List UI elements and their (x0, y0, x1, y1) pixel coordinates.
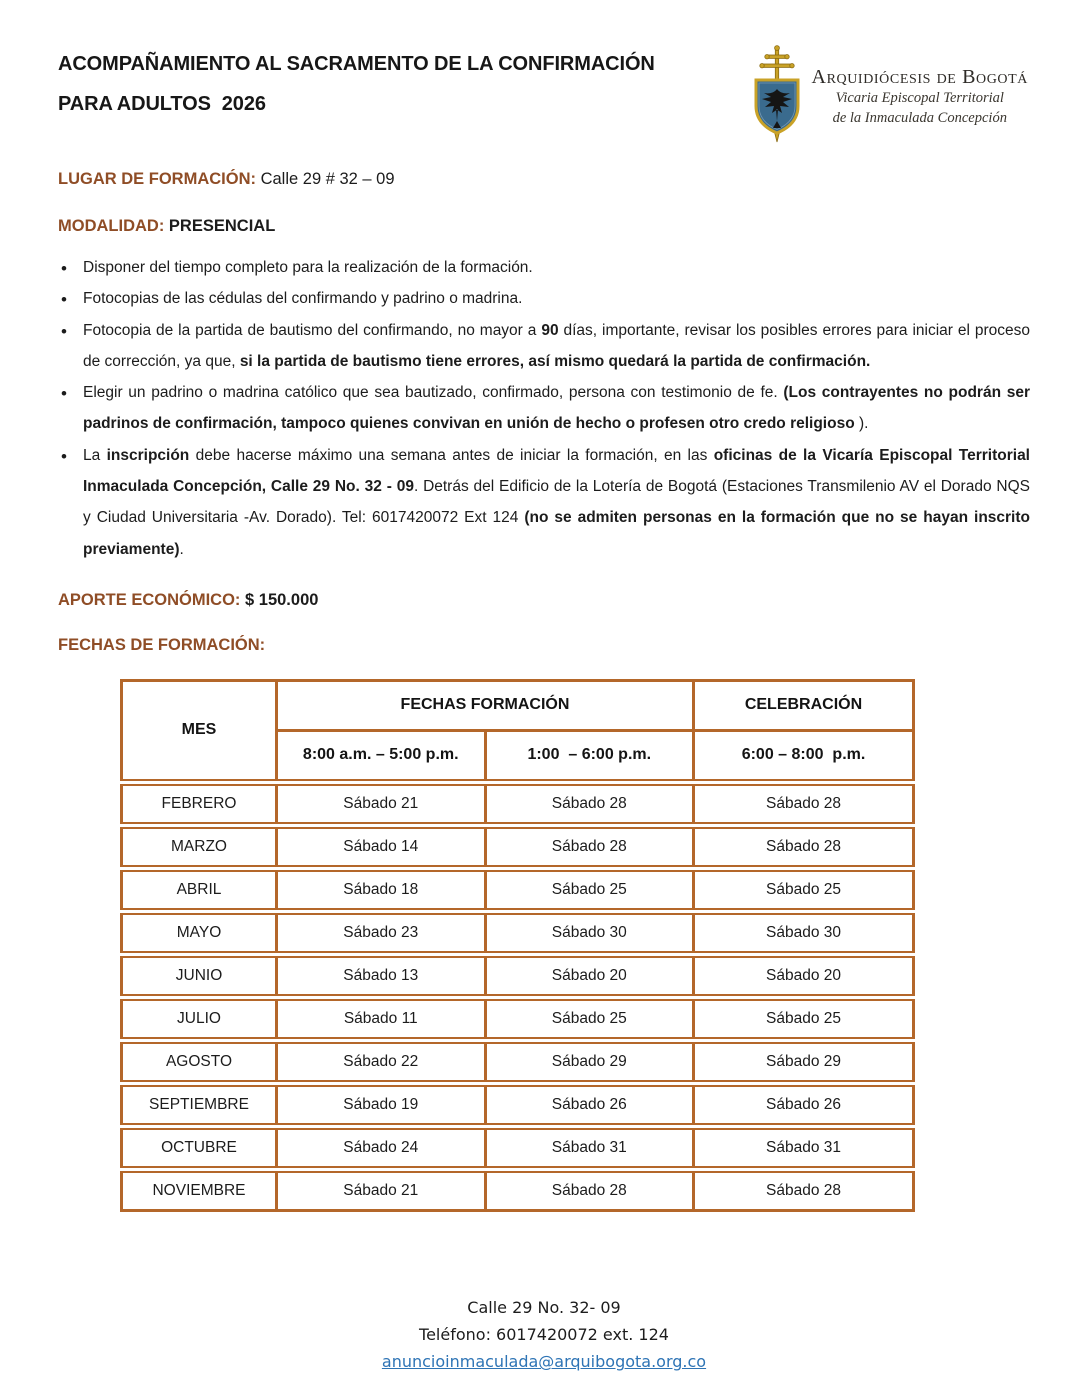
header-celebracion: CELEBRACIÓN (694, 680, 914, 730)
month-cell: JULIO (122, 997, 277, 1040)
header-time-3: 6:00 – 8:00 p.m. (694, 730, 914, 782)
document-footer (58, 1294, 1030, 1376)
date-cell: Sábado 14 (277, 825, 486, 868)
date-cell: Sábado 21 (277, 1169, 486, 1210)
footer-phone: Teléfono: 6017420072 ext. 124 (419, 1325, 669, 1345)
list-item: • La inscripción debe hacerse máximo una semana antes de iniciar la formación, en las oficinas de la Vicaría Episcopal Territorial Inmaculada Concepción, Calle 29 No. 32 - 09. Detrás del Edificio de la Lotería de Bogotá (Estaciones Transmilenio AV el Dorado NQS y Ciudad Universitaria -Av. Dorado). Tel: 6017420072 Ext 124 (no se admiten personas en la formación que no se hayan inscrito previamente). (58, 440, 1030, 565)
date-cell: Sábado 25 (694, 868, 914, 911)
header-mes: MES (122, 680, 277, 782)
field-modalidad (58, 217, 1030, 236)
table-row (122, 1169, 914, 1210)
arquidiocesis-logo (746, 44, 1028, 144)
header-time-1: 8:00 a.m. – 5:00 p.m. (277, 730, 486, 782)
field-fechas-label: FECHAS DE FORMACIÓN: (58, 635, 266, 654)
logo-text (812, 66, 1028, 128)
table-row (122, 1040, 914, 1083)
date-cell: Sábado 28 (694, 1169, 914, 1210)
date-cell: Sábado 31 (694, 1126, 914, 1169)
table-row (122, 868, 914, 911)
date-cell: Sábado 20 (694, 954, 914, 997)
header-time-2: 1:00 – 6:00 p.m. (485, 730, 694, 782)
table-row (122, 825, 914, 868)
date-cell: Sábado 20 (485, 954, 694, 997)
field-lugar-label: LUGAR DE FORMACIÓN: (58, 170, 256, 188)
field-aporte (58, 591, 1030, 610)
date-cell: Sábado 18 (277, 868, 486, 911)
document-header (58, 44, 1030, 144)
date-cell: Sábado 19 (277, 1083, 486, 1126)
date-cell: Sábado 25 (485, 997, 694, 1040)
date-cell: Sábado 25 (694, 997, 914, 1040)
field-aporte-value: $ 150.000 (245, 590, 319, 609)
date-cell: Sábado 25 (485, 868, 694, 911)
header-fechas-formacion: FECHAS FORMACIÓN (277, 680, 694, 730)
title-line-2: PARA ADULTOS 2026 (58, 93, 266, 115)
footer-address: Calle 29 No. 32- 09 (467, 1297, 621, 1317)
date-cell: Sábado 24 (277, 1126, 486, 1169)
footer-email-link[interactable]: anuncioinmaculada@arquibogota.org.co (381, 1352, 707, 1372)
field-modalidad-label: MODALIDAD: (58, 217, 165, 235)
month-cell: ABRIL (122, 868, 277, 911)
month-cell: SEPTIEMBRE (122, 1083, 277, 1126)
table-row (122, 997, 914, 1040)
list-item: • Elegir un padrino o madrina católico que sea bautizado, confirmado, persona con testimonio de fe. (Los contrayentes no podrán ser padrinos de confirmación, tampoco quienes convivan en unión de hecho o profesen otro credo religioso ). (58, 377, 1030, 440)
list-item: • Fotocopia de la partida de bautismo del confirmando, no mayor a 90 días, importante, revisar los posibles errores para iniciar el proceso de corrección, ya que, si la partida de bautismo tiene errores, así mismo quedará la partida de confirmación. (58, 315, 1030, 378)
table-row (122, 1083, 914, 1126)
date-cell: Sábado 28 (485, 825, 694, 868)
date-cell: Sábado 21 (277, 782, 486, 825)
date-cell: Sábado 11 (277, 997, 486, 1040)
month-cell: FEBRERO (122, 782, 277, 825)
field-fechas (58, 636, 1030, 655)
coat-of-arms-icon (746, 44, 808, 144)
date-cell: Sábado 28 (694, 782, 914, 825)
date-cell: Sábado 13 (277, 954, 486, 997)
title-line-1: ACOMPAÑAMIENTO AL SACRAMENTO DE LA CONFIRMACIÓN (58, 53, 655, 75)
date-cell: Sábado 28 (485, 782, 694, 825)
date-cell: Sábado 26 (485, 1083, 694, 1126)
date-cell: Sábado 28 (485, 1169, 694, 1210)
date-cell: Sábado 29 (485, 1040, 694, 1083)
logo-name: Arquidiócesis de Bogotá (811, 66, 1028, 88)
month-cell: MARZO (122, 825, 277, 868)
date-cell: Sábado 23 (277, 911, 486, 954)
date-cell: Sábado 29 (694, 1040, 914, 1083)
table-row (122, 1126, 914, 1169)
month-cell: MAYO (122, 911, 277, 954)
logo-subtitle-2: de la Inmaculada Concepción (832, 109, 1007, 126)
date-cell: Sábado 22 (277, 1040, 486, 1083)
list-item: • Disponer del tiempo completo para la realización de la formación. (58, 252, 1030, 283)
date-cell: Sábado 30 (485, 911, 694, 954)
schedule-table-body (122, 782, 914, 1210)
list-item: • Fotocopias de las cédulas del confirmando y padrino o madrina. (58, 283, 1030, 314)
month-cell: AGOSTO (122, 1040, 277, 1083)
logo-subtitle-1: Vicaria Episcopal Territorial (835, 90, 1004, 106)
field-aporte-label: APORTE ECONÓMICO: (58, 590, 241, 609)
schedule-table-header (122, 680, 914, 782)
date-cell: Sábado 30 (694, 911, 914, 954)
field-lugar (58, 170, 1030, 189)
table-row (122, 954, 914, 997)
schedule-table (120, 679, 915, 1212)
date-cell: Sábado 26 (694, 1083, 914, 1126)
date-cell: Sábado 31 (485, 1126, 694, 1169)
field-modalidad-value: PRESENCIAL (168, 217, 276, 235)
requirements-list (58, 252, 1030, 565)
field-lugar-value: Calle 29 # 32 – 09 (260, 170, 395, 188)
page-title (58, 44, 655, 124)
table-row (122, 911, 914, 954)
month-cell: OCTUBRE (122, 1126, 277, 1169)
table-row (122, 782, 914, 825)
month-cell: JUNIO (122, 954, 277, 997)
date-cell: Sábado 28 (694, 825, 914, 868)
month-cell: NOVIEMBRE (122, 1169, 277, 1210)
